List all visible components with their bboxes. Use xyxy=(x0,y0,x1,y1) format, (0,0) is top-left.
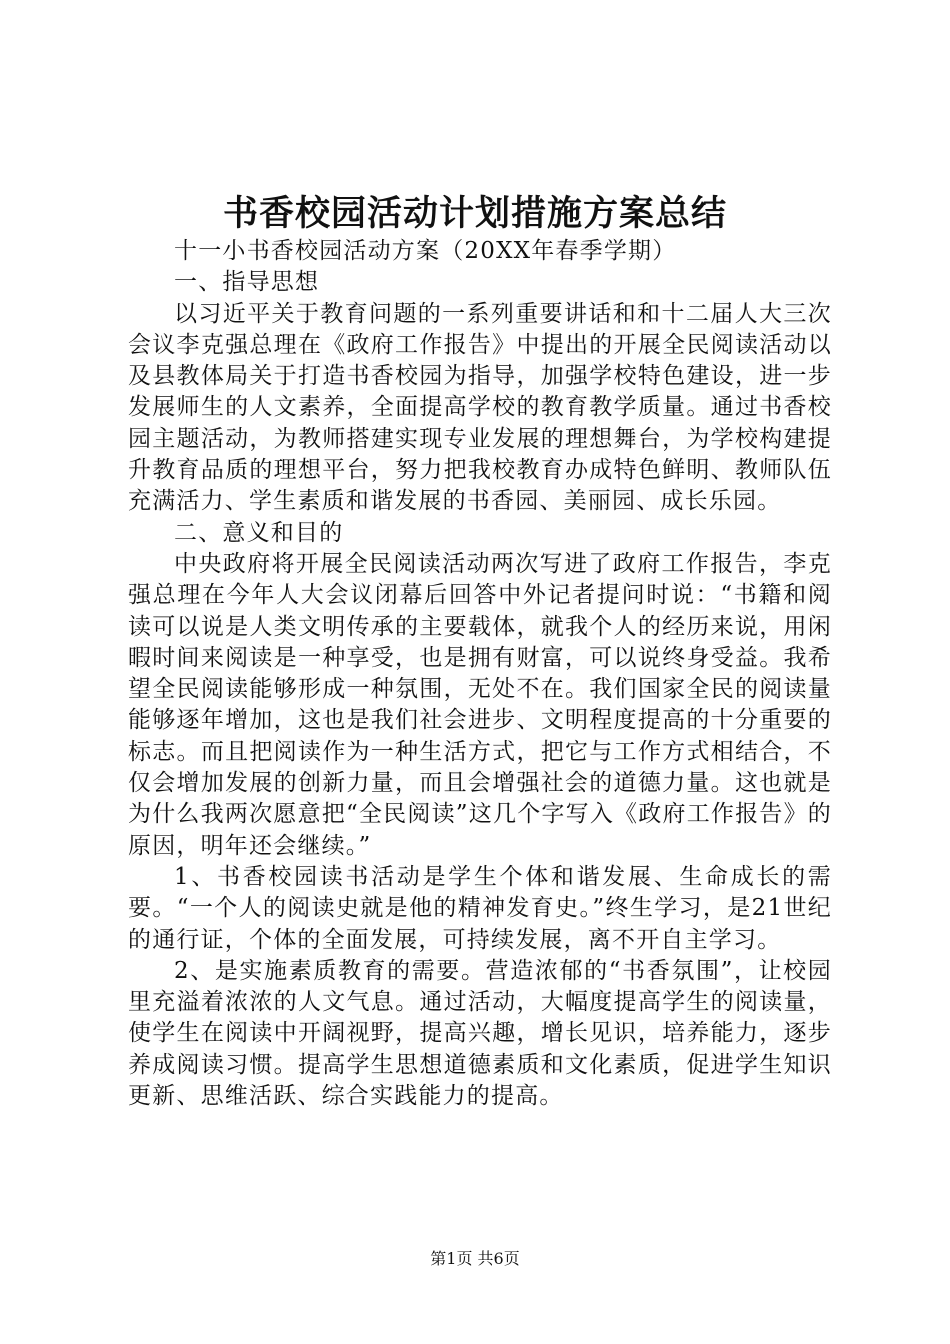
section-heading-guiding-ideology: 一、指导思想 xyxy=(174,269,320,296)
body-paragraph: 2、是实施素质教育的需要。营造浓郁的“书香氛围”，让校园里充溢着浓浓的人文气息。通过活动，大幅度提高学生的阅读量，使学生在阅读中开阔视野，提高兴趣，增长见识，培养能力，逐步养成阅读习惯。提高学生思想道德素质和文化素质，促进学生知识更新、思维活跃、综合实践能力的提高。 xyxy=(128,957,832,1110)
document-body xyxy=(128,236,832,1112)
plan-subtitle: 十一小书香校园活动方案（20XX年春季学期） xyxy=(174,238,677,264)
document-title: 书香校园活动计划措施方案总结 xyxy=(222,193,727,234)
page-total: 共6页 xyxy=(477,1249,520,1268)
body-paragraph: 以习近平关于教育问题的一系列重要讲话和和十二届人大三次会议李克强总理在《政府工作报告》中提出的开展全民阅读活动以及县教体局关于打造书香校园为指导，加强学校特色建设，进一步发展师生的人文素养，全面提高学校的教育教学质量。通过书香校园主题活动，为教师搭建实现专业发展的理想舞台，为学校构建提升教育品质的理想平台，努力把我校教育办成特色鲜明、教师队伍充满活力、学生素质和谐发展的书香园、美丽园、成长乐园。 xyxy=(128,300,832,515)
body-paragraph: 中央政府将开展全民阅读活动两次写进了政府工作报告，李克强总理在今年人大会议闭幕后回答中外记者提问时说：“书籍和阅读可以说是人类文明传承的主要载体，就我个人的经历来说，用闲暇时间来阅读是一种享受，也是拥有财富，可以说终身受益。我希望全民阅读能够形成一种氛围，无处不在。我们国家全民的阅读量能够逐年增加，这也是我们社会进步、文明程度提高的十分重要的标志。而且把阅读作为一种生活方式，把它与工作方式相结合，不仅会增加发展的创新力量，而且会增强社会的道德力量。这也就是为什么我两次愿意把“全民阅读”这几个字写入《政府工作报告》的原因，明年还会继续。” xyxy=(128,550,832,859)
page-footer xyxy=(0,1246,950,1269)
page-number: 第1页 xyxy=(430,1249,473,1268)
body-paragraph: 1、书香校园读书活动是学生个体和谐发展、生命成长的需要。“一个人的阅读史就是他的精神发育史。”终生学习，是21世纪的通行证，个体的全面发展，可持续发展，离不开自主学习。 xyxy=(128,863,832,953)
section-heading-significance: 二、意义和目的 xyxy=(174,519,344,546)
